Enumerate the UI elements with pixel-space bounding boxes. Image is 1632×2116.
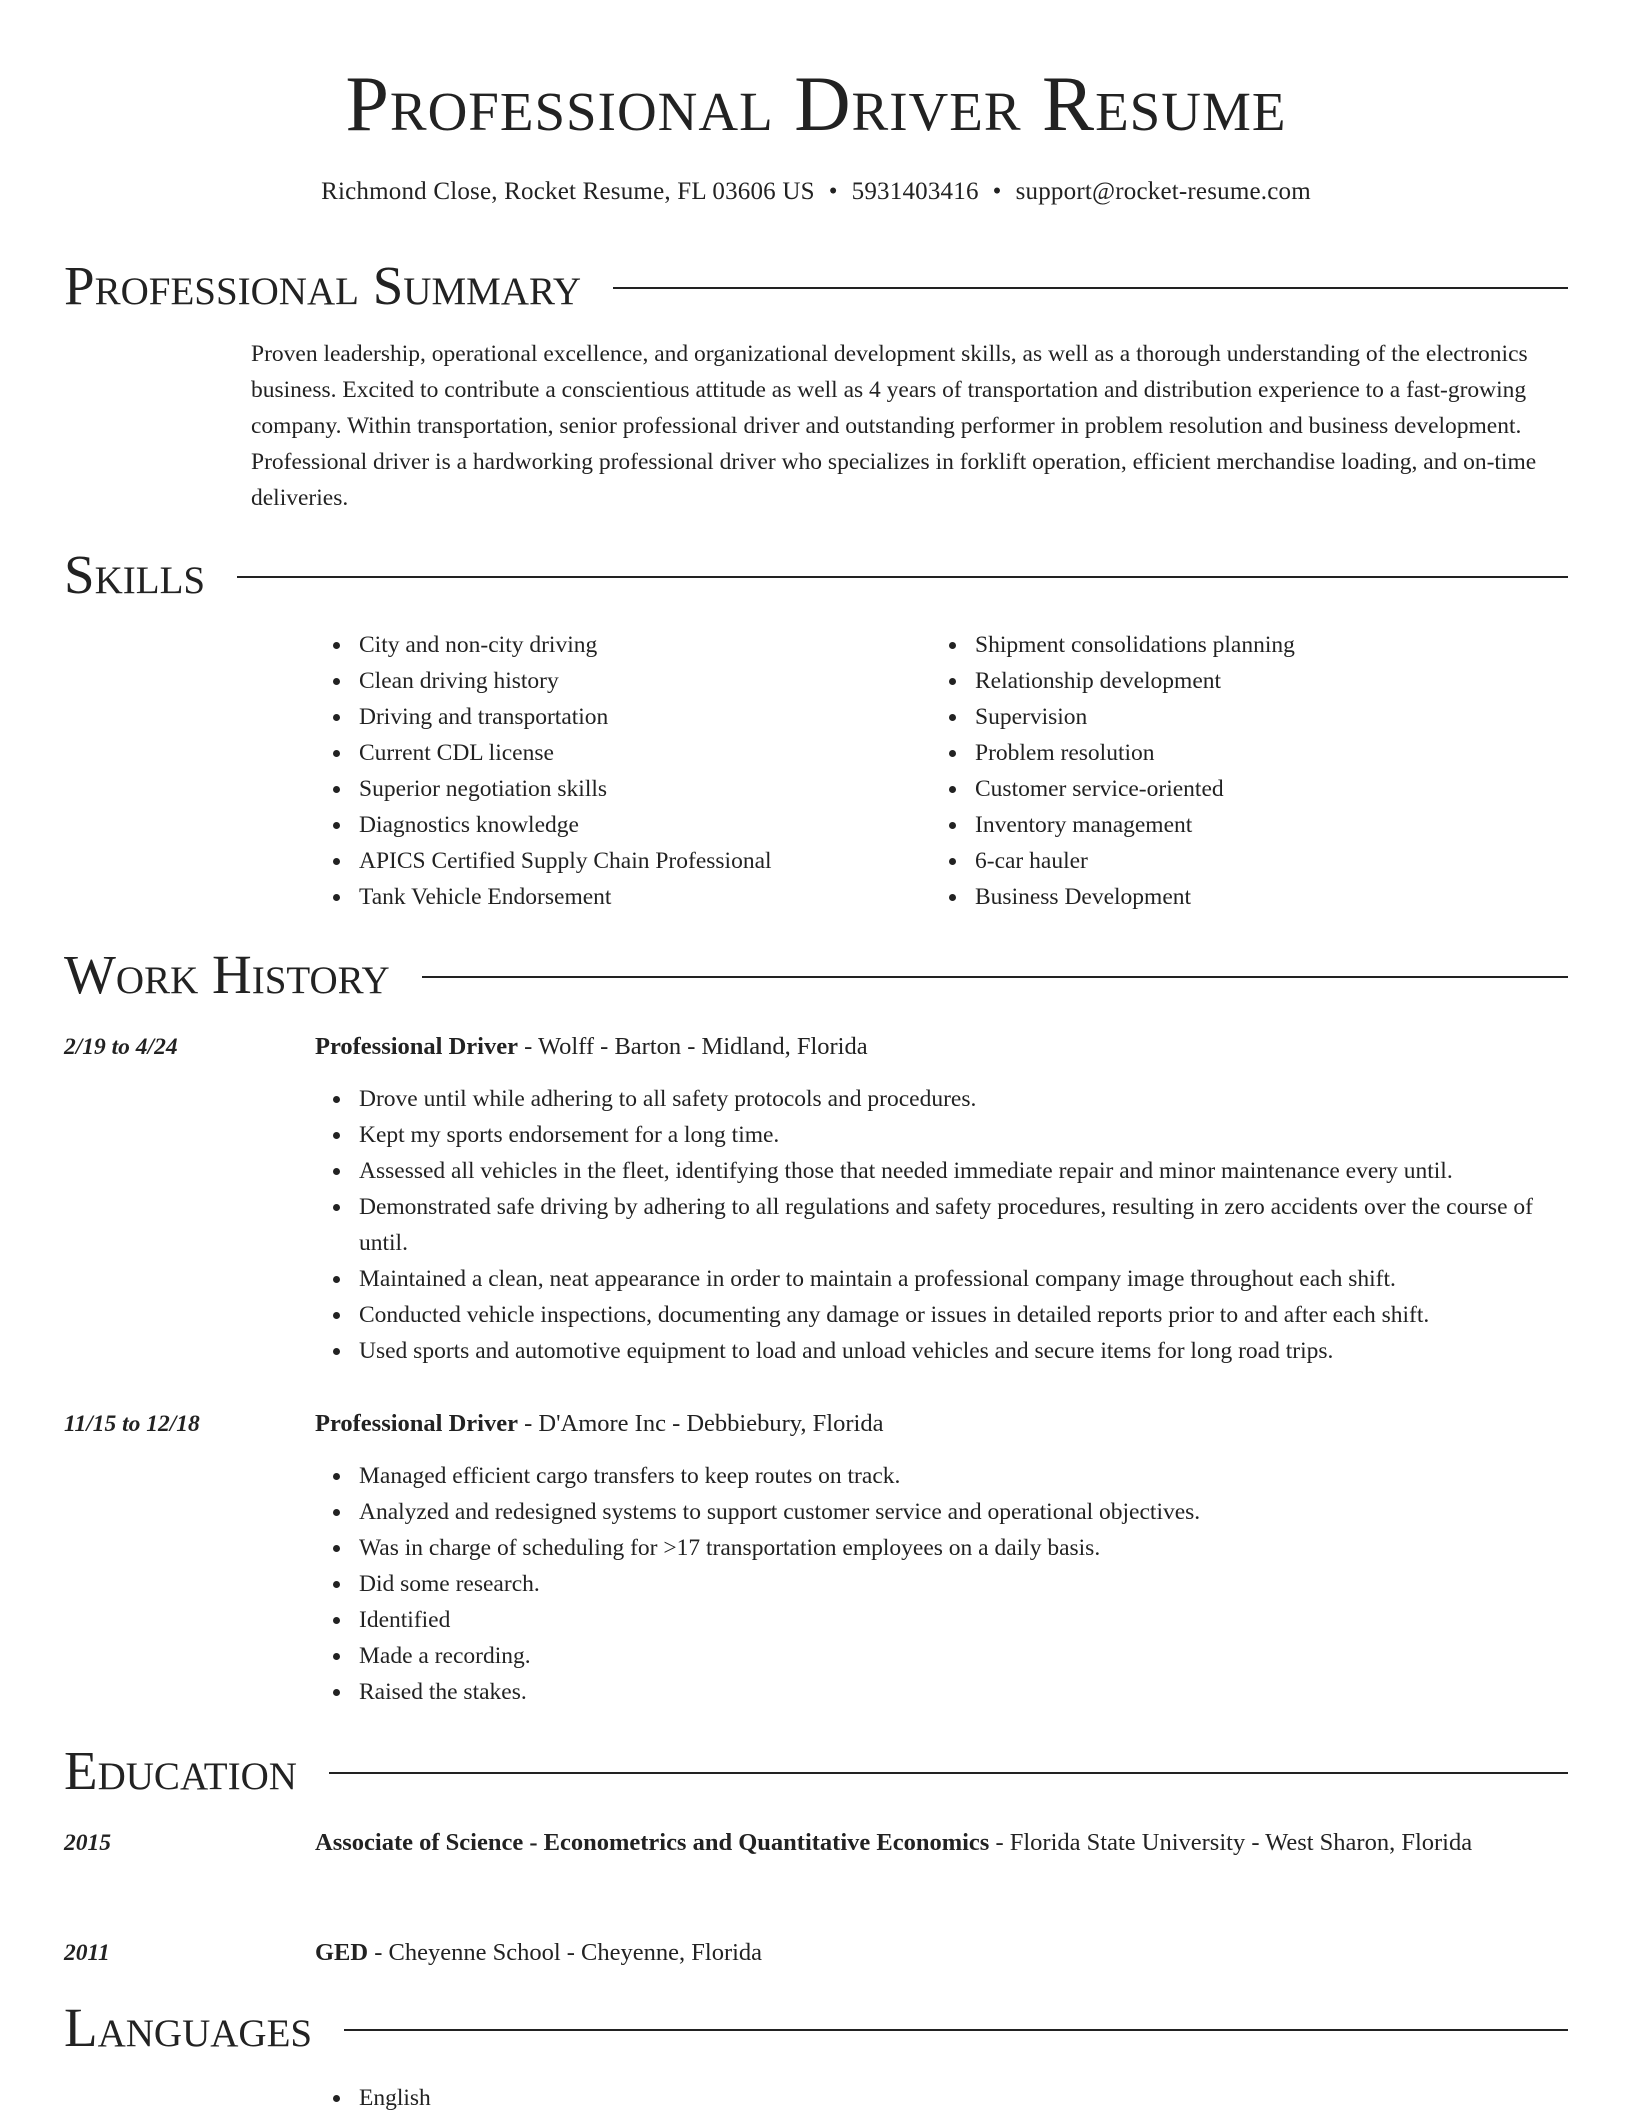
skill-item: Shipment consolidations planning — [931, 627, 1531, 663]
job-role: Professional Driver — [315, 1033, 518, 1060]
contact-separator: • — [828, 178, 838, 205]
education-section — [64, 1739, 1568, 1803]
summary-section — [64, 254, 1568, 318]
job-duty-item: Raised the stakes. — [315, 1674, 1575, 1710]
section-divider — [422, 976, 1568, 978]
languages-list — [315, 2080, 1575, 2116]
job-duties — [315, 1081, 1575, 1369]
skill-item: Supervision — [931, 699, 1531, 735]
skill-item: Relationship development — [931, 663, 1531, 699]
skills-column-left — [315, 627, 915, 915]
skill-item: Clean driving history — [315, 663, 915, 699]
job-role: Professional Driver — [315, 1410, 518, 1437]
education-title: Education — [64, 1740, 297, 1801]
contact-address: Richmond Close, Rocket Resume, FL 03606 US — [321, 178, 815, 205]
languages-header — [64, 1996, 1568, 2060]
job-duties — [315, 1458, 1575, 1710]
job-duty-item: Identified — [315, 1602, 1575, 1638]
job-duty-item: Conducted vehicle inspections, documenting any damage or issues in detailed reports prior to and after each shift. — [315, 1297, 1575, 1333]
section-divider — [344, 2029, 1568, 2031]
skills-title: Skills — [64, 544, 206, 605]
job-duty-list — [315, 1458, 1575, 1710]
education-degree: Associate of Science - Econometrics and Quantitative Economics — [315, 1829, 990, 1856]
skill-item: Superior negotiation skills — [315, 771, 915, 807]
job-duty-list — [315, 1081, 1575, 1369]
skill-item: Customer service-oriented — [931, 771, 1531, 807]
job-heading — [315, 1404, 1575, 1443]
section-divider — [237, 576, 1568, 578]
skills-section — [64, 543, 1568, 607]
skills-list-right — [931, 627, 1531, 915]
work-history-title: Work History — [64, 944, 390, 1005]
job-duty-item: Used sports and automotive equipment to load and unload vehicles and secure items for long road trips. — [315, 1333, 1575, 1369]
job-duty-item: Managed efficient cargo transfers to keep routes on track. — [315, 1458, 1575, 1494]
skills-column-right — [931, 627, 1531, 915]
education-year: 2011 — [64, 1940, 110, 1966]
skill-item: Driving and transportation — [315, 699, 915, 735]
education-heading — [315, 1933, 1575, 1972]
skill-item: Problem resolution — [931, 735, 1531, 771]
education-degree: GED — [315, 1939, 369, 1966]
job-duty-item: Demonstrated safe driving by adhering to all regulations and safety procedures, resulting in zero accidents over the course of until. — [315, 1189, 1575, 1261]
work-history-section — [64, 943, 1568, 1007]
work-history-header — [64, 943, 1568, 1007]
resume-title: Professional Driver Resume — [345, 60, 1287, 147]
contact-separator: • — [992, 178, 1002, 205]
skill-item: APICS Certified Supply Chain Professional — [315, 843, 915, 879]
skill-item: Diagnostics knowledge — [315, 807, 915, 843]
job-duty-item: Analyzed and redesigned systems to support customer service and operational objectives. — [315, 1494, 1575, 1530]
job-dates: 2/19 to 4/24 — [64, 1034, 178, 1060]
contact-line — [0, 175, 1632, 209]
job-employer: - Wolff - Barton - Midland, Florida — [518, 1033, 868, 1060]
languages-section — [64, 1996, 1568, 2060]
skill-item: 6-car hauler — [931, 843, 1531, 879]
job-employer: - D'Amore Inc - Debbiebury, Florida — [518, 1410, 884, 1437]
education-year: 2015 — [64, 1830, 111, 1856]
job-duty-item: Was in charge of scheduling for >17 transportation employees on a daily basis. — [315, 1530, 1575, 1566]
job-duty-item: Did some research. — [315, 1566, 1575, 1602]
job-duty-item: Kept my sports endorsement for a long time. — [315, 1117, 1575, 1153]
job-duty-item: Made a recording. — [315, 1638, 1575, 1674]
skills-list-left — [315, 627, 915, 915]
section-divider — [329, 1772, 1568, 1774]
job-dates: 11/15 to 12/18 — [64, 1411, 200, 1437]
education-heading — [315, 1823, 1565, 1862]
contact-phone: 5931403416 — [851, 178, 979, 205]
languages-list-wrap — [315, 2080, 1575, 2116]
skills-header — [64, 543, 1568, 607]
job-duty-item: Maintained a clean, neat appearance in order to maintain a professional company image throughout each shift. — [315, 1261, 1575, 1297]
education-header — [64, 1739, 1568, 1803]
summary-header — [64, 254, 1568, 318]
skill-item: Business Development — [931, 879, 1531, 915]
skill-item: City and non-city driving — [315, 627, 915, 663]
summary-text: Proven leadership, operational excellence, and organizational development skills, as well as a thorough understanding of the electronics business. Excited to contribute a conscientious attitude as well as 4 years of transportation and distribution experience to a fast-growing company. Within transportation, senior professional driver and outstanding performer in problem resolution and business development. Professional driver is a hardworking professional driver who specializes in forklift operation, efficient merchandise loading, and on-time deliveries. — [251, 341, 1537, 511]
skill-item: Inventory management — [931, 807, 1531, 843]
skill-item: Tank Vehicle Endorsement — [315, 879, 915, 915]
education-school: - Florida State University - West Sharon, Florida — [989, 1829, 1473, 1856]
contact-email: support@rocket-resume.com — [1015, 178, 1311, 205]
languages-title: Languages — [64, 1997, 313, 2058]
skill-item: Current CDL license — [315, 735, 915, 771]
summary-title: Professional Summary — [64, 255, 582, 316]
education-school: - Cheyenne School - Cheyenne, Florida — [368, 1939, 763, 1966]
job-duty-item: Assessed all vehicles in the fleet, identifying those that needed immediate repair and minor maintenance every until. — [315, 1153, 1575, 1189]
language-item: English — [315, 2080, 1575, 2116]
section-divider — [613, 287, 1568, 289]
job-duty-item: Drove until while adhering to all safety protocols and procedures. — [315, 1081, 1575, 1117]
job-heading — [315, 1027, 1575, 1066]
